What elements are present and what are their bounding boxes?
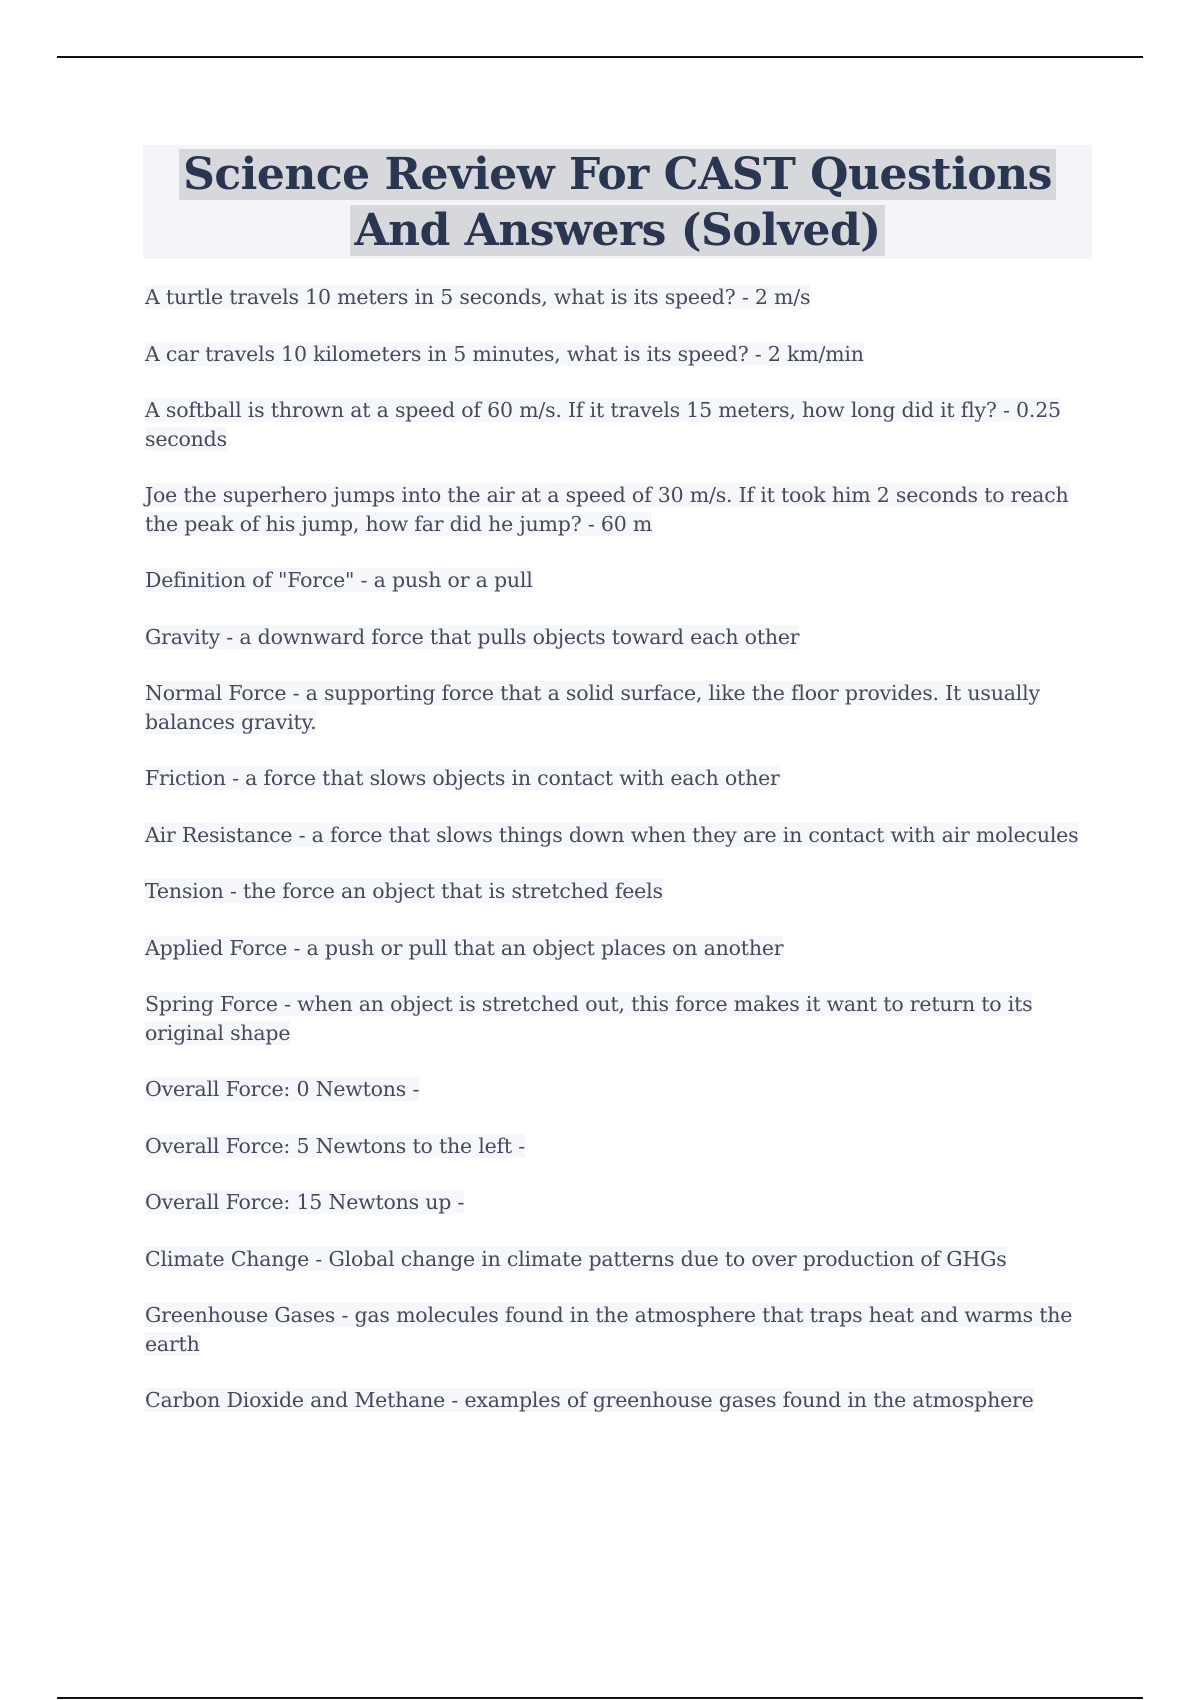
qa-item — [145, 623, 1100, 652]
qa-item-text: Overall Force: 15 Newtons up - — [145, 1190, 465, 1214]
qa-item — [145, 679, 1100, 736]
qa-item — [145, 1386, 1100, 1415]
qa-item-text: Spring Force - when an object is stretched out, this force makes it want to return to its original shape — [145, 992, 1033, 1045]
qa-item — [145, 877, 1100, 906]
page-title-text: Science Review For CAST Questions And Answers (Solved) — [179, 149, 1056, 256]
title-band — [143, 145, 1092, 259]
qa-item — [145, 990, 1100, 1047]
qa-item — [145, 1301, 1100, 1358]
qa-item-text: Overall Force: 0 Newtons - — [145, 1077, 420, 1101]
qa-item — [145, 934, 1100, 963]
qa-item — [145, 340, 1100, 369]
qa-item-text: Definition of "Force" - a push or a pull — [145, 568, 533, 592]
qa-item — [145, 1132, 1100, 1161]
qa-item — [145, 1188, 1100, 1217]
qa-item — [145, 821, 1100, 850]
qa-item — [145, 764, 1100, 793]
qa-item-text: Air Resistance - a force that slows things down when they are in contact with air molecules — [145, 822, 1079, 847]
qa-item-text: Carbon Dioxide and Methane - examples of greenhouse gases found in the atmosphere — [145, 1388, 1034, 1412]
page-title — [143, 145, 1092, 259]
qa-item-text: Overall Force: 5 Newtons to the left - — [145, 1133, 525, 1158]
qa-list — [145, 283, 1100, 1415]
qa-item-text: Greenhouse Gases - gas molecules found in the atmosphere that traps heat and warms the earth — [145, 1303, 1073, 1356]
qa-item-text: A softball is thrown at a speed of 60 m/s. If it travels 15 meters, how long did it fly? - 0.25 seconds — [145, 398, 1061, 451]
qa-item-text: Friction - a force that slows objects in contact with each other — [145, 766, 780, 790]
qa-item — [145, 283, 1100, 312]
top-rule — [57, 56, 1143, 58]
qa-item — [145, 1075, 1100, 1104]
qa-item — [145, 481, 1100, 538]
qa-item-text: Gravity - a downward force that pulls objects toward each other — [145, 624, 800, 649]
qa-item-text: Normal Force - a supporting force that a solid surface, like the floor provides. It usually balances gravity. — [145, 681, 1040, 734]
qa-item — [145, 1245, 1100, 1274]
qa-item-text: A turtle travels 10 meters in 5 seconds, what is its speed? - 2 m/s — [145, 285, 811, 309]
qa-item-text: A car travels 10 kilometers in 5 minutes, what is its speed? - 2 km/min — [145, 341, 864, 366]
qa-item-text: Joe the superhero jumps into the air at a speed of 30 m/s. If it took him 2 seconds to reach the peak of his jump, how far did he jump? - 60 m — [145, 483, 1069, 536]
qa-item-text: Climate Change - Global change in climate patterns due to over production of GHGs — [145, 1246, 1007, 1271]
qa-item — [145, 566, 1100, 595]
qa-item-text: Tension - the force an object that is stretched feels — [145, 879, 663, 903]
qa-item — [145, 396, 1100, 453]
bottom-rule — [57, 1697, 1143, 1699]
qa-item-text: Applied Force - a push or pull that an object places on another — [145, 935, 784, 960]
